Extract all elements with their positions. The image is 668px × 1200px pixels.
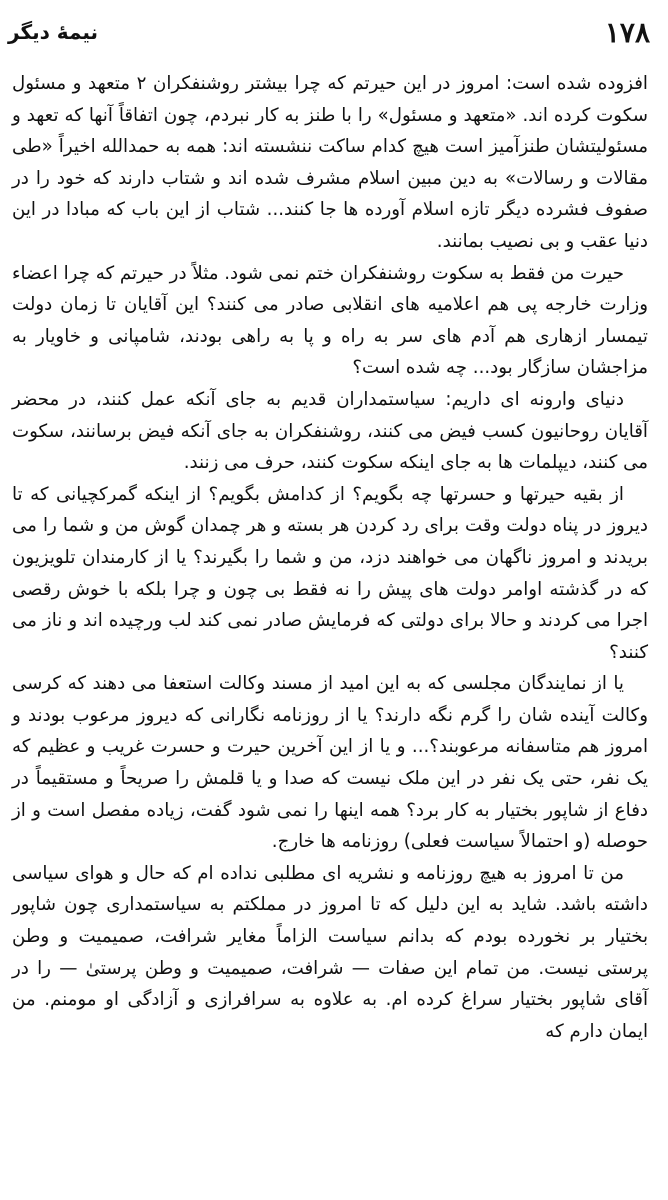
page-number: ۱۷۸ [604,16,650,49]
running-title: نیمهٔ دیگر [8,20,99,44]
paragraph: من تا امروز به هیچ روزنامه و نشریه ای مطلبی نداده ام که حال و هوای سیاسی داشته باشد. شاید به این دلیل که تا امروز در مملکتم به سیاستمداری چون شاپور بختیار بر نخورده بودم که بدانم سیاست الزاماً مغایر شرافت، صمیمیت و وطن پرستی نیست. من تمام این صفات — شرافت، صمیمیت و وطن پرستیٰ — را در آقای شاپور بختیار سراغ کرده ام. به علاوه به سرافرازی و آزادگی او مومنم. من ایمان دارم که [12,862,648,1042]
page-header [8,16,650,56]
paragraph: حیرت من فقط به سکوت روشنفکران ختم نمی شود. مثلاً در حیرتم که چرا اعضاء وزارت خارجه پی هم اعلامیه های انقلابی صادر می کنند؟ این آقایان تا زمان دولت تیمسار ازهاری هم آدم های سر به راه و پا به راهی بودند، شامپانی و خاویار به مزاجشان سازگار بود... چه شده است؟ [12,262,648,379]
paragraph: یا از نمایندگان مجلسی که به این امید از مسند وکالت استعفا می دهند که کرسی وکالت آینده شان را گرم نگه دارند؟ یا از روزنامه نگارانی که دیروز مرعوب بودند و امروز هم متاسفانه مرعوبند؟... و یا از این آخرین حیرت و حسرت غریب و عظیم که یک نفر، حتی یک نفر در این ملک نیست که صدا و یا قلمش را صریحاً و مستقیماً در دفاع از شاپور بختیار به کار برد؟ همه اینها را نمی شود گفت، زیاده مفصل است و از حوصله (و احتمالاً سیاست فعلی) روزنامه ها خارج. [12,673,648,853]
body-text [12,68,648,1047]
paragraph: از بقیه حیرتها و حسرتها چه بگویم؟ از کدامش بگویم؟ از اینکه گمرکچیانی که تا دیروز در پناه دولت وقت برای رد کردن هر بسته و هر چمدان گوش من و شما را می بریدند و امروز ناگهان می خواهند دزد، من و شما را بگیرند؟ یا از کارمندان تلویزیون که در گذشته اوامر دولت های پیش را نه فقط بی چون و چرا بلکه با خوش رقصی اجرا می کردند و حالا برای دولتی که فرمایش صادر نمی کند لب ورچیده اند و ناز می کنند؟ [12,483,648,663]
paragraph: دنیای وارونه ای داریم: سیاستمداران قدیم به جای آنکه عمل کنند، در محضر آقایان روحانیون کسب فیض می کنند، روشنفکران به جای آنکه فیض برسانند، سکوت می کنند، دیپلمات ها به جای اینکه سکوت کنند، حرف می زنند. [12,388,648,474]
paragraph: افزوده شده است: امروز در این حیرتم که چرا بیشتر روشنفکران ۲ متعهد و مسئول سکوت کرده اند. «متعهد و مسئول» را با طنز به کار نبردم، چون اتفاقاً آنها که تعهد و مسئولیتشان طنزآمیز است هیچ کدام ساکت ننشسته اند: همه به حمدالله اخیراً «طی مقالات و رسالات» به دین مبین اسلام مشرف شده اند و شتاب دارند که خود را در صفوف فشرده دیگر تازه اسلام آورده ها جا کنند... شتاب از این باب که مبادا در این دنیا عقب و بی نصیب بمانند. [12,73,648,252]
